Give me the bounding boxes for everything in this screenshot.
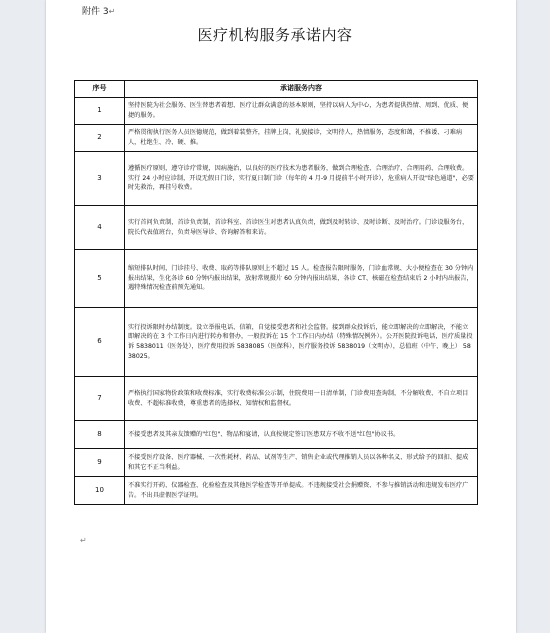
table-row <box>75 308 478 377</box>
table-header-row <box>75 81 478 98</box>
row-number: 7 <box>75 377 125 421</box>
row-number: 6 <box>75 308 125 377</box>
row-number: 2 <box>75 125 125 152</box>
row-content: 实行首问负责制，首诊负责制，首诊科室、首诊医生对患者认真负责，做到及时转诊、及时诊断、及时治疗。门诊设服务台，院长代表值班台，负责导医导诊、咨询解答和来访。 <box>125 206 478 250</box>
row-number: 9 <box>75 449 125 477</box>
row-content: 遵循医疗原则，遵守诊疗常规，因病施治，以良好的医疗技术为患者服务，做到合理检查、合理治疗、合理用药、合理收费。实行 24 小时应诊制，开设无假日门诊，实行夏日制门诊（每年的 4 月-9 月提前半小时开诊），危重病人开设"绿色通道"，必要时先救治，再挂号收费。 <box>125 152 478 206</box>
row-content: 坚持医院为社会服务、医生替患者着想、医疗让群众满意的基本原则，坚持以病人为中心，为患者提供热情、周到、优质、便捷的服务。 <box>125 98 478 125</box>
commitment-table <box>74 80 478 505</box>
table-row <box>75 206 478 250</box>
row-number: 4 <box>75 206 125 250</box>
row-content: 不接受患者及其亲友馈赠的"红包"、物品和宴请，认真按规定签订医患双方不收不送"红包"协议书。 <box>125 421 478 449</box>
row-content: 缩短排队时间，门诊挂号、收费、取药等排队原则上不超过 15 人。检查报告限时服务，门诊血常规、大小便检查在 30 分钟内报出结果，生化各诊 60 分钟内报出结果，放射常规摄片 60 分钟内报出结果，各诊 CT、核磁在检查结束后 2 小时内出报告，遇特殊情况检查前预先通知。 <box>125 250 478 308</box>
row-number: 3 <box>75 152 125 206</box>
paragraph-mark-icon: ↵ <box>108 7 116 16</box>
header-number: 序号 <box>75 81 125 98</box>
row-content: 严格执行国家物价政策和收费标准，实行收费标准公示制，住院费用一日清单制，门诊费用查询制，不分解收费、不自立项目收费、不超标准收费，尊重患者的选择权、知情权和监督权。 <box>125 377 478 421</box>
row-number: 1 <box>75 98 125 125</box>
table-row <box>75 377 478 421</box>
table-row <box>75 152 478 206</box>
table-row <box>75 250 478 308</box>
row-number: 10 <box>75 477 125 505</box>
table-row <box>75 421 478 449</box>
paragraph-mark-icon: ↵ <box>80 536 87 545</box>
row-number: 5 <box>75 250 125 308</box>
row-content: 不接受医疗设备、医疗器械、一次性耗材、药品、试剂等生产、销售企业或代理推销人员以各种名义、形式给予的回扣、提成和其它不正当利益。 <box>125 449 478 477</box>
header-content: 承诺服务内容 <box>125 81 478 98</box>
row-number: 8 <box>75 421 125 449</box>
row-content: 实行投诉限时办结制度。设立举报电话、信箱，自觉接受患者和社会监督。接到群众投诉后，能立即解决的立即解决，不能立即解决的在 3 个工作日内进行转办和督办，一般投诉在 15 个工作日内办结（特殊情况例外）。公开医院投诉电话，医疗质量投诉 5838011（医务处），医疗费用投诉 5838085（医保科），医疗服务投诉 5838019（文明办），总值班（中午、晚上） 5838025。 <box>125 308 478 377</box>
row-content: 不准实行开药、仪器检查、化验检查及其他医学检查等开单提成。不违规接受社会捐赠资、不参与推销活动和违规发布医疗广告。不出具虚假医学证明。 <box>125 477 478 505</box>
table-row <box>75 125 478 152</box>
attachment-label: 附件 3↵ <box>82 7 116 17</box>
table-row <box>75 449 478 477</box>
table-row <box>75 477 478 505</box>
document-title: 医疗机构服务承诺内容 <box>197 26 353 44</box>
row-content: 严格贯彻执行医务人员医德规范，做到着装整齐，挂牌上岗，礼貌接诊，文明待人，热情服务，态度和蔼，不推诿、刁难病人，杜绝生、冷、硬、推。 <box>125 125 478 152</box>
table-row <box>75 98 478 125</box>
